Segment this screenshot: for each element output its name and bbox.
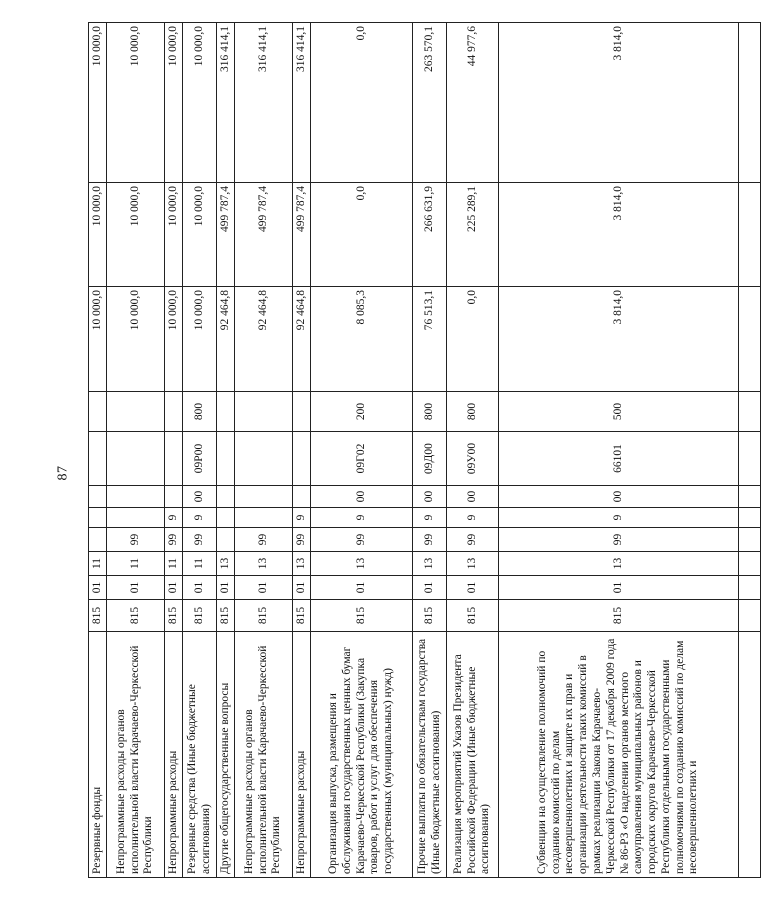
expense-code — [293, 432, 311, 486]
row-name: Прочие выплаты по обязательствам государства (Иные бюджетные ассигнования) — [413, 632, 447, 878]
program-code: 99 — [107, 528, 165, 552]
type-code — [107, 392, 165, 432]
program-code: 99 — [447, 528, 499, 552]
subprogram-code: 9 — [183, 508, 217, 528]
section-code: 01 — [311, 576, 413, 600]
ministry-code: 815 — [447, 600, 499, 632]
section-code: 01 — [499, 576, 739, 600]
amount-year-2: 266 631,9 — [413, 183, 447, 287]
type-code — [165, 392, 183, 432]
program-code — [217, 528, 235, 552]
type-code — [293, 392, 311, 432]
type-code: 800 — [183, 392, 217, 432]
direction-code — [217, 486, 235, 508]
section-code: 01 — [165, 576, 183, 600]
subprogram-code — [217, 508, 235, 528]
ministry-code: 815 — [499, 600, 739, 632]
amount-year-1: 92 464,8 — [217, 287, 235, 392]
program-code — [89, 528, 107, 552]
program-code: 99 — [311, 528, 413, 552]
amount-year-2: 0,0 — [311, 183, 413, 287]
direction-code — [235, 486, 293, 508]
subprogram-code — [739, 508, 761, 528]
direction-code: 00 — [183, 486, 217, 508]
table-row — [217, 23, 235, 878]
subsection-code: 11 — [107, 552, 165, 576]
section-code: 01 — [217, 576, 235, 600]
ministry-code: 815 — [165, 600, 183, 632]
table-row — [235, 23, 293, 878]
amount-year-3: 0,0 — [311, 23, 413, 183]
amount-year-1: 10 000,0 — [107, 287, 165, 392]
section-code: 01 — [89, 576, 107, 600]
amount-year-2: 3 814,0 — [499, 183, 739, 287]
subsection-code: 13 — [217, 552, 235, 576]
direction-code — [89, 486, 107, 508]
subsection-code — [739, 552, 761, 576]
program-code: 99 — [235, 528, 293, 552]
row-name: Резервные средства (Иные бюджетные ассигнования) — [183, 632, 217, 878]
amount-year-3: 10 000,0 — [107, 23, 165, 183]
expense-code — [739, 432, 761, 486]
row-name: Другие общегосударственные вопросы — [217, 632, 235, 878]
expense-code — [107, 432, 165, 486]
program-code: 99 — [293, 528, 311, 552]
page-number: 87 — [55, 465, 71, 481]
row-name: Субвенции на осуществление полномочий по созданию комиссий по делам несовершеннолетних и защите их прав и организации деятельности таких комиссий в рамках реализации Закона Карачаево-Черкесской Республики от 17 декабря 2009 года № 86-РЗ «О наделении органов местного самоуправления муниципальных районов и городских округов Карачаево-Черкесской Республики отдельными государственными полномочиями по созданию комиссий по делам несовершеннолетних и — [499, 632, 739, 878]
amount-year-3: 316 414,1 — [293, 23, 311, 183]
expense-code: 09Г02 — [311, 432, 413, 486]
amount-year-1: 76 513,1 — [413, 287, 447, 392]
expense-code — [235, 432, 293, 486]
expense-code — [165, 432, 183, 486]
subsection-code: 13 — [235, 552, 293, 576]
expense-code: 66101 — [499, 432, 739, 486]
amount-year-3: 316 414,1 — [217, 23, 235, 183]
table-row — [293, 23, 311, 878]
amount-year-1: 0,0 — [447, 287, 499, 392]
direction-code — [739, 486, 761, 508]
ministry-code: 815 — [235, 600, 293, 632]
subsection-code: 13 — [293, 552, 311, 576]
amount-year-1: 10 000,0 — [183, 287, 217, 392]
row-name: Непрограммные расходы — [165, 632, 183, 878]
subprogram-code: 9 — [165, 508, 183, 528]
type-code: 800 — [447, 392, 499, 432]
amount-year-2: 499 787,4 — [235, 183, 293, 287]
section-code: 01 — [293, 576, 311, 600]
row-name: Организация выпуска, размещения и обслуживания государственных ценных бумаг Карачаево-Черкесской Республики (Закупка товаров, работ и услуг для обеспечения государственных (муниципальных) нужд) — [311, 632, 413, 878]
amount-year-2: 10 000,0 — [107, 183, 165, 287]
section-code: 01 — [235, 576, 293, 600]
row-name: Непрограммные расходы органов исполнительной власти Карачаево-Черкесской Республики — [107, 632, 165, 878]
budget-table-wrap — [88, 23, 700, 878]
subsection-code: 11 — [89, 552, 107, 576]
program-code: 99 — [413, 528, 447, 552]
section-code — [739, 576, 761, 600]
subprogram-code — [89, 508, 107, 528]
amount-year-1: 10 000,0 — [89, 287, 107, 392]
subprogram-code: 9 — [311, 508, 413, 528]
table-row — [89, 23, 107, 878]
direction-code: 00 — [311, 486, 413, 508]
ministry-code: 815 — [293, 600, 311, 632]
type-code: 500 — [499, 392, 739, 432]
amount-year-3: 316 414,1 — [235, 23, 293, 183]
subprogram-code — [235, 508, 293, 528]
amount-year-2: 225 289,1 — [447, 183, 499, 287]
ministry-code: 815 — [311, 600, 413, 632]
amount-year-2 — [739, 183, 761, 287]
amount-year-2: 10 000,0 — [89, 183, 107, 287]
type-code: 200 — [311, 392, 413, 432]
subsection-code: 13 — [413, 552, 447, 576]
table-row — [447, 23, 499, 878]
row-name: Непрограммные расходы органов исполнительной власти Карачаево-Черкесской Республики — [235, 632, 293, 878]
subsection-code: 11 — [165, 552, 183, 576]
section-code: 01 — [183, 576, 217, 600]
ministry-code: 815 — [217, 600, 235, 632]
table-row — [413, 23, 447, 878]
subprogram-code: 9 — [499, 508, 739, 528]
type-code — [217, 392, 235, 432]
direction-code — [165, 486, 183, 508]
subsection-code: 13 — [447, 552, 499, 576]
program-code: 99 — [165, 528, 183, 552]
expense-code — [217, 432, 235, 486]
amount-year-1: 92 464,8 — [293, 287, 311, 392]
row-name — [739, 632, 761, 878]
amount-year-2: 499 787,4 — [217, 183, 235, 287]
amount-year-3 — [739, 23, 761, 183]
direction-code: 00 — [413, 486, 447, 508]
program-code: 99 — [499, 528, 739, 552]
amount-year-3: 3 814,0 — [499, 23, 739, 183]
amount-year-2: 10 000,0 — [183, 183, 217, 287]
program-code — [739, 528, 761, 552]
direction-code — [107, 486, 165, 508]
expense-code: 09Р00 — [183, 432, 217, 486]
section-code: 01 — [447, 576, 499, 600]
table-row — [107, 23, 165, 878]
type-code — [739, 392, 761, 432]
row-name: Резервные фонды — [89, 632, 107, 878]
table-row — [739, 23, 761, 878]
direction-code: 00 — [499, 486, 739, 508]
direction-code — [293, 486, 311, 508]
ministry-code: 815 — [183, 600, 217, 632]
amount-year-3: 44 977,6 — [447, 23, 499, 183]
amount-year-1: 8 085,3 — [311, 287, 413, 392]
subsection-code: 13 — [311, 552, 413, 576]
amount-year-1: 10 000,0 — [165, 287, 183, 392]
type-code: 800 — [413, 392, 447, 432]
amount-year-2: 499 787,4 — [293, 183, 311, 287]
subprogram-code — [107, 508, 165, 528]
expense-code — [89, 432, 107, 486]
budget-table — [88, 22, 761, 878]
table-row — [311, 23, 413, 878]
table-row — [499, 23, 739, 878]
subprogram-code: 9 — [447, 508, 499, 528]
section-code: 01 — [413, 576, 447, 600]
ministry-code: 815 — [107, 600, 165, 632]
amount-year-2: 10 000,0 — [165, 183, 183, 287]
table-row — [183, 23, 217, 878]
amount-year-3: 10 000,0 — [89, 23, 107, 183]
amount-year-1 — [739, 287, 761, 392]
ministry-code: 815 — [413, 600, 447, 632]
subsection-code: 13 — [499, 552, 739, 576]
subprogram-code: 9 — [413, 508, 447, 528]
subprogram-code: 9 — [293, 508, 311, 528]
table-row — [165, 23, 183, 878]
ministry-code — [739, 600, 761, 632]
direction-code: 00 — [447, 486, 499, 508]
type-code — [235, 392, 293, 432]
amount-year-3: 263 570,1 — [413, 23, 447, 183]
type-code — [89, 392, 107, 432]
row-name: Непрограммные расходы — [293, 632, 311, 878]
program-code: 99 — [183, 528, 217, 552]
amount-year-1: 3 814,0 — [499, 287, 739, 392]
amount-year-3: 10 000,0 — [183, 23, 217, 183]
amount-year-3: 10 000,0 — [165, 23, 183, 183]
amount-year-1: 92 464,8 — [235, 287, 293, 392]
expense-code: 09У00 — [447, 432, 499, 486]
subsection-code: 11 — [183, 552, 217, 576]
section-code: 01 — [107, 576, 165, 600]
expense-code: 09Д00 — [413, 432, 447, 486]
ministry-code: 815 — [89, 600, 107, 632]
row-name: Реализация мероприятий Указов Президента Российской Федерации (Иные бюджетные ассигнования) — [447, 632, 499, 878]
